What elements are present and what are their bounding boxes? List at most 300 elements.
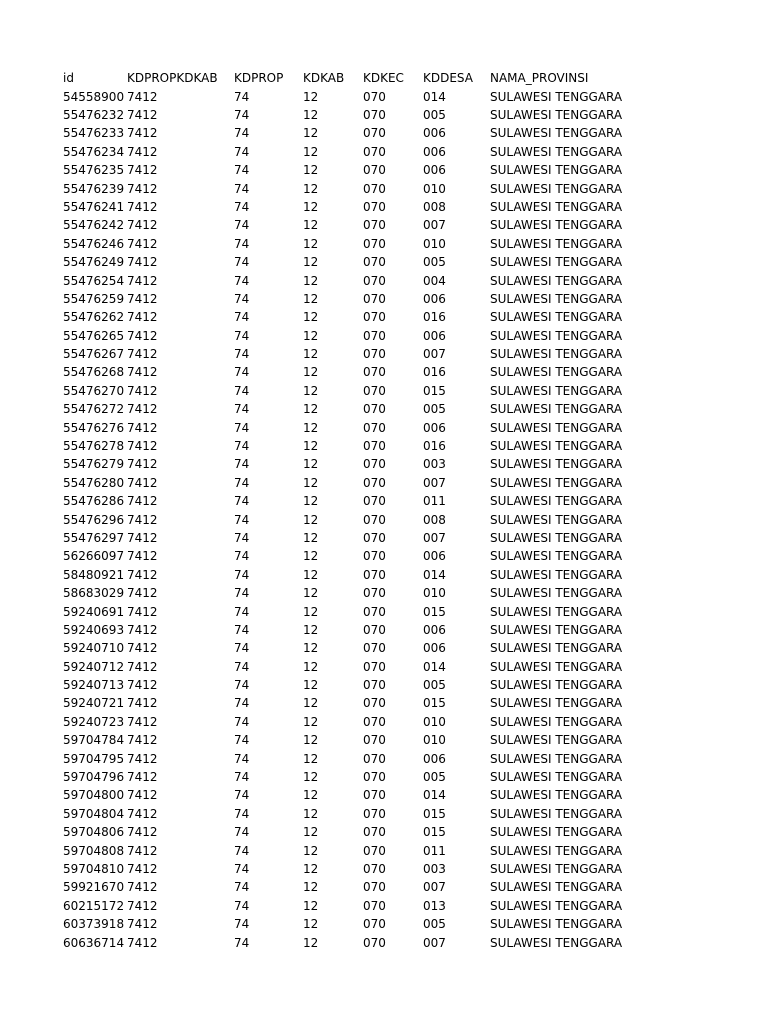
cell-kddesa: 008	[423, 199, 446, 214]
cell-kdkab: 12	[303, 255, 319, 270]
cell-id: 58480921	[63, 567, 125, 582]
cell-nama-provinsi: SULAWESI TENGGARA	[490, 273, 623, 288]
cell-id: 55476270	[63, 383, 125, 398]
cell-kdkec: 070	[363, 255, 386, 270]
cell-kdkab: 12	[303, 806, 319, 821]
cell-nama-provinsi: SULAWESI TENGGARA	[490, 218, 623, 233]
cell-id: 59704808	[63, 843, 125, 858]
cell-kdkab: 12	[303, 236, 319, 251]
cell-kdkec: 070	[363, 586, 386, 601]
cell-id: 55476249	[63, 255, 125, 270]
cell-kdkec: 070	[363, 475, 386, 490]
table-row	[63, 842, 663, 860]
cell-kddesa: 016	[423, 365, 446, 380]
cell-kdprop: 74	[234, 273, 250, 288]
cell-kdkec: 070	[363, 328, 386, 343]
cell-id: 59240710	[63, 641, 125, 656]
cell-nama-provinsi: SULAWESI TENGGARA	[490, 751, 623, 766]
cell-kdpropkdkab: 7412	[127, 144, 158, 159]
table-row	[63, 603, 663, 621]
table-body	[63, 88, 663, 952]
cell-kddesa: 005	[423, 770, 446, 785]
cell-kdpropkdkab: 7412	[127, 714, 158, 729]
cell-kdprop: 74	[234, 696, 250, 711]
cell-nama-provinsi: SULAWESI TENGGARA	[490, 439, 623, 454]
cell-nama-provinsi: SULAWESI TENGGARA	[490, 530, 623, 545]
cell-kddesa: 006	[423, 144, 446, 159]
table-row	[63, 290, 663, 308]
cell-kdprop: 74	[234, 494, 250, 509]
cell-nama-provinsi: SULAWESI TENGGARA	[490, 163, 623, 178]
cell-kdkec: 070	[363, 733, 386, 748]
cell-kddesa: 007	[423, 475, 446, 490]
cell-kdpropkdkab: 7412	[127, 181, 158, 196]
cell-kdkec: 070	[363, 935, 386, 950]
cell-kdkec: 070	[363, 641, 386, 656]
cell-kdpropkdkab: 7412	[127, 935, 158, 950]
cell-kdkab: 12	[303, 898, 319, 913]
cell-kdpropkdkab: 7412	[127, 604, 158, 619]
cell-kdkec: 070	[363, 144, 386, 159]
cell-kdkab: 12	[303, 696, 319, 711]
table-row	[63, 492, 663, 510]
cell-kddesa: 010	[423, 733, 446, 748]
cell-id: 55476276	[63, 420, 125, 435]
cell-kdpropkdkab: 7412	[127, 365, 158, 380]
table-row	[63, 88, 663, 106]
cell-id: 55476265	[63, 328, 125, 343]
cell-nama-provinsi: SULAWESI TENGGARA	[490, 181, 623, 196]
cell-kdprop: 74	[234, 126, 250, 141]
cell-nama-provinsi: SULAWESI TENGGARA	[490, 714, 623, 729]
cell-kdprop: 74	[234, 586, 250, 601]
table-row	[63, 382, 663, 400]
cell-nama-provinsi: SULAWESI TENGGARA	[490, 89, 623, 104]
cell-id: 59240693	[63, 622, 125, 637]
cell-kdkec: 070	[363, 383, 386, 398]
cell-kdprop: 74	[234, 530, 250, 545]
cell-kddesa: 006	[423, 420, 446, 435]
table-row	[63, 161, 663, 179]
cell-kdpropkdkab: 7412	[127, 659, 158, 674]
table-row	[63, 143, 663, 161]
table-row	[63, 915, 663, 933]
cell-nama-provinsi: SULAWESI TENGGARA	[490, 586, 623, 601]
cell-kdpropkdkab: 7412	[127, 917, 158, 932]
cell-kdkec: 070	[363, 291, 386, 306]
table-row	[63, 253, 663, 271]
cell-kddesa: 015	[423, 825, 446, 840]
cell-id: 55476262	[63, 310, 125, 325]
cell-kdkab: 12	[303, 935, 319, 950]
cell-id: 55476268	[63, 365, 125, 380]
cell-id: 55476239	[63, 181, 125, 196]
table-row	[63, 768, 663, 786]
cell-nama-provinsi: SULAWESI TENGGARA	[490, 236, 623, 251]
cell-kddesa: 014	[423, 659, 446, 674]
cell-kdkec: 070	[363, 714, 386, 729]
cell-kdkab: 12	[303, 825, 319, 840]
cell-kdkab: 12	[303, 163, 319, 178]
cell-kdkab: 12	[303, 310, 319, 325]
cell-kdprop: 74	[234, 181, 250, 196]
cell-kdkab: 12	[303, 917, 319, 932]
cell-kdkec: 070	[363, 457, 386, 472]
cell-kdpropkdkab: 7412	[127, 549, 158, 564]
table-row	[63, 235, 663, 253]
cell-nama-provinsi: SULAWESI TENGGARA	[490, 107, 623, 122]
cell-kdkab: 12	[303, 439, 319, 454]
cell-nama-provinsi: SULAWESI TENGGARA	[490, 512, 623, 527]
cell-kdprop: 74	[234, 328, 250, 343]
cell-kdkec: 070	[363, 917, 386, 932]
cell-kddesa: 014	[423, 788, 446, 803]
table-row	[63, 547, 663, 565]
cell-kdkab: 12	[303, 365, 319, 380]
cell-kdkab: 12	[303, 291, 319, 306]
cell-kdkab: 12	[303, 328, 319, 343]
cell-id: 55476297	[63, 530, 125, 545]
cell-kdprop: 74	[234, 163, 250, 178]
cell-kdkec: 070	[363, 163, 386, 178]
table-row	[63, 676, 663, 694]
cell-kdpropkdkab: 7412	[127, 696, 158, 711]
cell-kdkec: 070	[363, 825, 386, 840]
cell-kdkab: 12	[303, 770, 319, 785]
cell-nama-provinsi: SULAWESI TENGGARA	[490, 770, 623, 785]
cell-id: 60215172	[63, 898, 125, 913]
cell-id: 55476246	[63, 236, 125, 251]
cell-kddesa: 006	[423, 622, 446, 637]
cell-kddesa: 006	[423, 641, 446, 656]
cell-id: 55476242	[63, 218, 125, 233]
cell-kdprop: 74	[234, 714, 250, 729]
cell-kddesa: 004	[423, 273, 446, 288]
cell-kddesa: 007	[423, 880, 446, 895]
cell-kdprop: 74	[234, 457, 250, 472]
cell-kdpropkdkab: 7412	[127, 475, 158, 490]
cell-kdkec: 070	[363, 273, 386, 288]
cell-id: 59704810	[63, 862, 125, 876]
cell-id: 55476296	[63, 512, 125, 527]
cell-kddesa: 015	[423, 806, 446, 821]
cell-kdkec: 070	[363, 622, 386, 637]
table-row	[63, 750, 663, 768]
cell-kddesa: 015	[423, 604, 446, 619]
cell-kddesa: 015	[423, 383, 446, 398]
table-row	[63, 327, 663, 345]
cell-kdkab: 12	[303, 604, 319, 619]
table-row	[63, 566, 663, 584]
table-row	[63, 272, 663, 290]
table-row	[63, 511, 663, 529]
header-kdpropkdkab: KDPROPKDKAB	[127, 71, 218, 85]
table-row	[63, 823, 663, 841]
cell-kdprop: 74	[234, 770, 250, 785]
header-kdprop: KDPROP	[234, 71, 284, 85]
cell-kdkab: 12	[303, 788, 319, 803]
cell-kddesa: 005	[423, 678, 446, 693]
cell-kdkec: 070	[363, 347, 386, 362]
cell-nama-provinsi: SULAWESI TENGGARA	[490, 365, 623, 380]
cell-kdpropkdkab: 7412	[127, 843, 158, 858]
cell-nama-provinsi: SULAWESI TENGGARA	[490, 291, 623, 306]
cell-kddesa: 015	[423, 696, 446, 711]
cell-kdprop: 74	[234, 107, 250, 122]
cell-kddesa: 007	[423, 218, 446, 233]
cell-kdprop: 74	[234, 898, 250, 913]
table-row	[63, 786, 663, 804]
table-row	[63, 198, 663, 216]
header-nama-provinsi: NAMA_PROVINSI	[490, 71, 589, 85]
cell-kdprop: 74	[234, 622, 250, 637]
cell-kdprop: 74	[234, 659, 250, 674]
cell-kdkec: 070	[363, 439, 386, 454]
cell-kdkab: 12	[303, 89, 319, 104]
cell-nama-provinsi: SULAWESI TENGGARA	[490, 659, 623, 674]
cell-kddesa: 011	[423, 843, 446, 858]
table-row	[63, 124, 663, 142]
cell-id: 59240723	[63, 714, 125, 729]
cell-kdkec: 070	[363, 898, 386, 913]
cell-kdprop: 74	[234, 199, 250, 214]
cell-kdprop: 74	[234, 549, 250, 564]
cell-kdkec: 070	[363, 567, 386, 582]
cell-kdpropkdkab: 7412	[127, 439, 158, 454]
cell-kdpropkdkab: 7412	[127, 751, 158, 766]
cell-kddesa: 006	[423, 126, 446, 141]
cell-nama-provinsi: SULAWESI TENGGARA	[490, 494, 623, 509]
table-row	[63, 455, 663, 473]
table-row	[63, 897, 663, 915]
cell-kdkab: 12	[303, 567, 319, 582]
cell-kdkec: 070	[363, 107, 386, 122]
cell-nama-provinsi: SULAWESI TENGGARA	[490, 880, 623, 895]
cell-kddesa: 013	[423, 898, 446, 913]
cell-kdkec: 070	[363, 862, 386, 876]
cell-kdprop: 74	[234, 218, 250, 233]
cell-id: 55476233	[63, 126, 125, 141]
cell-kdprop: 74	[234, 678, 250, 693]
table-row	[63, 400, 663, 418]
cell-kddesa: 006	[423, 549, 446, 564]
cell-kdprop: 74	[234, 604, 250, 619]
cell-id: 55476280	[63, 475, 125, 490]
cell-kddesa: 010	[423, 181, 446, 196]
cell-kddesa: 008	[423, 512, 446, 527]
cell-nama-provinsi: SULAWESI TENGGARA	[490, 199, 623, 214]
cell-kdkec: 070	[363, 402, 386, 417]
cell-kdpropkdkab: 7412	[127, 678, 158, 693]
cell-kddesa: 006	[423, 291, 446, 306]
table-row	[63, 694, 663, 712]
cell-kdkab: 12	[303, 107, 319, 122]
cell-kdprop: 74	[234, 255, 250, 270]
cell-kdpropkdkab: 7412	[127, 107, 158, 122]
cell-kddesa: 006	[423, 328, 446, 343]
cell-kdprop: 74	[234, 310, 250, 325]
cell-id: 55476279	[63, 457, 125, 472]
cell-id: 59240712	[63, 659, 125, 674]
cell-kdpropkdkab: 7412	[127, 255, 158, 270]
cell-kdkab: 12	[303, 347, 319, 362]
cell-kdprop: 74	[234, 402, 250, 417]
cell-kdkec: 070	[363, 751, 386, 766]
cell-kdkec: 070	[363, 218, 386, 233]
table-row	[63, 878, 663, 896]
cell-id: 56266097	[63, 549, 125, 564]
data-table	[63, 69, 663, 952]
cell-id: 55476272	[63, 402, 125, 417]
cell-kddesa: 005	[423, 107, 446, 122]
cell-nama-provinsi: SULAWESI TENGGARA	[490, 328, 623, 343]
cell-kdkec: 070	[363, 880, 386, 895]
cell-nama-provinsi: SULAWESI TENGGARA	[490, 310, 623, 325]
cell-nama-provinsi: SULAWESI TENGGARA	[490, 383, 623, 398]
cell-kdpropkdkab: 7412	[127, 567, 158, 582]
cell-kdpropkdkab: 7412	[127, 733, 158, 748]
cell-kdprop: 74	[234, 347, 250, 362]
cell-id: 55476278	[63, 439, 125, 454]
cell-kdkab: 12	[303, 218, 319, 233]
cell-kddesa: 011	[423, 494, 446, 509]
cell-kdprop: 74	[234, 89, 250, 104]
cell-nama-provinsi: SULAWESI TENGGARA	[490, 402, 623, 417]
table-row	[63, 621, 663, 639]
cell-kdkec: 070	[363, 181, 386, 196]
cell-kdpropkdkab: 7412	[127, 806, 158, 821]
cell-kdprop: 74	[234, 733, 250, 748]
cell-nama-provinsi: SULAWESI TENGGARA	[490, 420, 623, 435]
cell-kdpropkdkab: 7412	[127, 218, 158, 233]
cell-kdpropkdkab: 7412	[127, 641, 158, 656]
cell-kdkec: 070	[363, 89, 386, 104]
cell-kddesa: 007	[423, 935, 446, 950]
cell-kdkec: 070	[363, 806, 386, 821]
cell-kdpropkdkab: 7412	[127, 622, 158, 637]
cell-id: 55476232	[63, 107, 125, 122]
cell-kdkec: 070	[363, 236, 386, 251]
cell-kdpropkdkab: 7412	[127, 89, 158, 104]
cell-kdkec: 070	[363, 843, 386, 858]
cell-kdprop: 74	[234, 236, 250, 251]
cell-kdpropkdkab: 7412	[127, 770, 158, 785]
cell-kdkec: 070	[363, 788, 386, 803]
cell-kdprop: 74	[234, 751, 250, 766]
cell-kdpropkdkab: 7412	[127, 898, 158, 913]
table-row	[63, 419, 663, 437]
cell-kdprop: 74	[234, 291, 250, 306]
cell-id: 54558900	[63, 89, 125, 104]
cell-kdprop: 74	[234, 641, 250, 656]
cell-nama-provinsi: SULAWESI TENGGARA	[490, 788, 623, 803]
cell-kdkab: 12	[303, 659, 319, 674]
cell-kdpropkdkab: 7412	[127, 273, 158, 288]
cell-nama-provinsi: SULAWESI TENGGARA	[490, 255, 623, 270]
cell-kddesa: 005	[423, 917, 446, 932]
table-row	[63, 106, 663, 124]
cell-kdkab: 12	[303, 420, 319, 435]
cell-kdprop: 74	[234, 512, 250, 527]
cell-id: 59240691	[63, 604, 125, 619]
cell-kdkec: 070	[363, 696, 386, 711]
cell-id: 59704806	[63, 825, 125, 840]
table-row	[63, 529, 663, 547]
cell-kdkec: 070	[363, 310, 386, 325]
cell-id: 59240713	[63, 678, 125, 693]
table-row	[63, 639, 663, 657]
cell-nama-provinsi: SULAWESI TENGGARA	[490, 917, 623, 932]
cell-kdpropkdkab: 7412	[127, 457, 158, 472]
cell-kdpropkdkab: 7412	[127, 530, 158, 545]
cell-id: 60636714	[63, 935, 125, 950]
cell-kdkec: 070	[363, 678, 386, 693]
cell-kddesa: 010	[423, 586, 446, 601]
cell-id: 55476267	[63, 347, 125, 362]
cell-kdkab: 12	[303, 530, 319, 545]
cell-kddesa: 006	[423, 163, 446, 178]
cell-id: 59921670	[63, 880, 125, 895]
cell-kdpropkdkab: 7412	[127, 862, 158, 876]
cell-kdkab: 12	[303, 714, 319, 729]
cell-kdkab: 12	[303, 586, 319, 601]
cell-nama-provinsi: SULAWESI TENGGARA	[490, 843, 623, 858]
cell-kdkab: 12	[303, 549, 319, 564]
cell-kdprop: 74	[234, 935, 250, 950]
table-row	[63, 658, 663, 676]
cell-kdpropkdkab: 7412	[127, 163, 158, 178]
cell-kdkec: 070	[363, 365, 386, 380]
table-header-row	[63, 69, 663, 88]
cell-kdkec: 070	[363, 126, 386, 141]
cell-kdkec: 070	[363, 659, 386, 674]
header-kdkab: KDKAB	[303, 71, 345, 85]
table-row	[63, 713, 663, 731]
cell-kdpropkdkab: 7412	[127, 512, 158, 527]
table-row	[63, 180, 663, 198]
cell-kdkab: 12	[303, 494, 319, 509]
cell-kddesa: 007	[423, 530, 446, 545]
cell-id: 59704804	[63, 806, 125, 821]
table-row	[63, 584, 663, 602]
cell-kdkab: 12	[303, 273, 319, 288]
cell-kdprop: 74	[234, 825, 250, 840]
cell-nama-provinsi: SULAWESI TENGGARA	[490, 549, 623, 564]
cell-id: 55476234	[63, 144, 125, 159]
cell-kdpropkdkab: 7412	[127, 347, 158, 362]
table-row	[63, 860, 663, 878]
cell-nama-provinsi: SULAWESI TENGGARA	[490, 678, 623, 693]
cell-kdkab: 12	[303, 512, 319, 527]
cell-id: 58683029	[63, 586, 125, 601]
cell-kdkec: 070	[363, 604, 386, 619]
cell-kdkab: 12	[303, 678, 319, 693]
cell-kdpropkdkab: 7412	[127, 199, 158, 214]
cell-kddesa: 005	[423, 402, 446, 417]
cell-nama-provinsi: SULAWESI TENGGARA	[490, 567, 623, 582]
cell-kdpropkdkab: 7412	[127, 402, 158, 417]
cell-kddesa: 014	[423, 89, 446, 104]
cell-nama-provinsi: SULAWESI TENGGARA	[490, 898, 623, 913]
cell-kdkec: 070	[363, 530, 386, 545]
cell-kdpropkdkab: 7412	[127, 383, 158, 398]
cell-id: 59240721	[63, 696, 125, 711]
cell-nama-provinsi: SULAWESI TENGGARA	[490, 806, 623, 821]
cell-kdprop: 74	[234, 843, 250, 858]
cell-kddesa: 003	[423, 862, 446, 876]
cell-kdkab: 12	[303, 622, 319, 637]
cell-kdprop: 74	[234, 788, 250, 803]
